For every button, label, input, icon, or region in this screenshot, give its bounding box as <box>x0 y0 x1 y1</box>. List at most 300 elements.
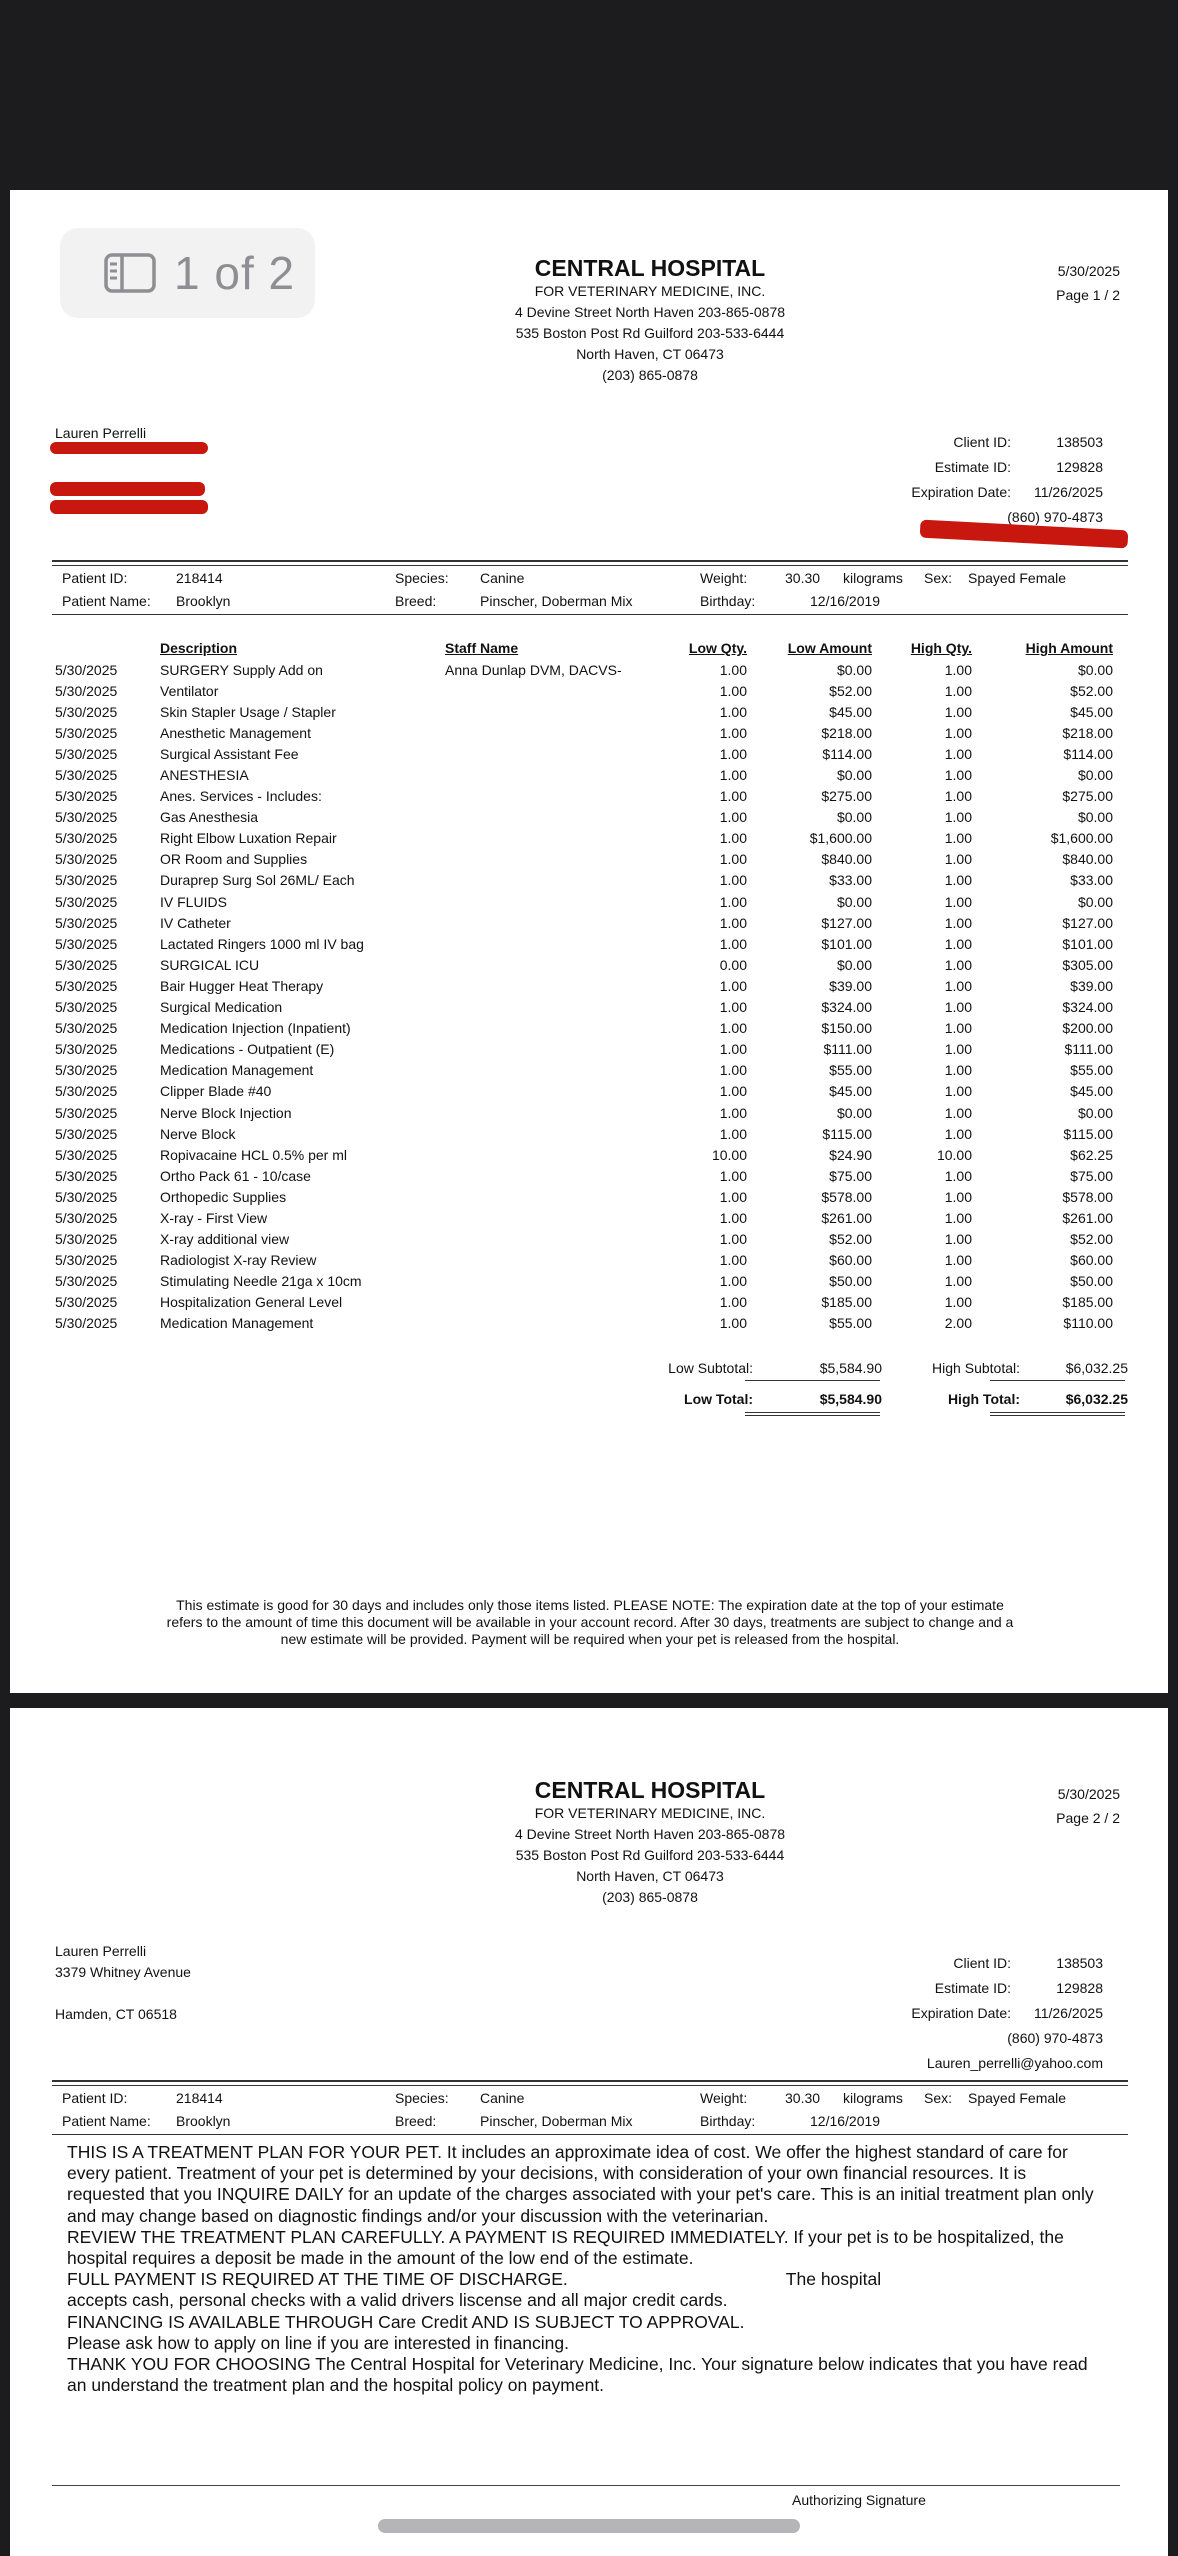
item-high-qty: 1.00 <box>944 1252 972 1269</box>
table-row <box>55 1292 1113 1313</box>
table-row <box>55 975 1113 996</box>
patient-bottom-rule <box>52 614 1128 615</box>
item-staff <box>445 1313 665 1334</box>
item-low-amount: $55.00 <box>829 1062 872 1079</box>
signature-label: Authorizing Signature <box>792 2492 926 2508</box>
low-total-label: Low Total: <box>684 1391 753 1407</box>
item-date: 5/30/2025 <box>55 745 118 762</box>
item-description: Ortho Pack 61 - 10/case <box>160 1167 311 1184</box>
table-row <box>55 828 1113 849</box>
item-high-qty: 10.00 <box>936 1146 972 1163</box>
item-low-qty: 1.00 <box>719 1294 747 1311</box>
col-staff: Staff Name <box>445 640 519 656</box>
item-high-amount: $60.00 <box>1070 1252 1113 1269</box>
item-high-qty: 1.00 <box>944 1167 972 1184</box>
client-id: 138503 <box>1056 1954 1103 1971</box>
item-description: Orthopedic Supplies <box>160 1188 287 1205</box>
plan-paragraph-intro: THIS IS A TREATMENT PLAN FOR YOUR PET. It includes an approximate idea of cost. We offer the highest standard of care for every patient. Treatment of your pet is determined by your decisions, with consideration of your own financial resources. It is requested that you INQUIRE DAILY for an update of the charges associated with your pet's care. This is an initial treatment plan only and may change based on diagnostic findings and/or your discussion with the veterinarian. <box>67 2142 1094 2226</box>
weight: 30.30 <box>785 570 821 586</box>
plan-paragraph-accepts: accepts cash, personal checks with a valid drivers liscense and all major credit cards. <box>67 2290 728 2311</box>
client-address <box>55 1941 191 2025</box>
item-high-qty: 1.00 <box>944 914 972 931</box>
item-description: Right Elbow Luxation Repair <box>160 830 337 847</box>
item-low-amount: $185.00 <box>821 1294 872 1311</box>
item-staff <box>445 849 665 870</box>
high-subtotal-label: High Subtotal: <box>932 1360 1020 1376</box>
sex-label: Sex: <box>924 2090 953 2106</box>
item-low-amount: $52.00 <box>829 1231 872 1248</box>
item-staff <box>445 1186 665 1207</box>
client-id-label: Client ID: <box>953 433 1011 450</box>
item-staff <box>445 1229 665 1250</box>
item-date: 5/30/2025 <box>55 851 118 868</box>
table-row <box>55 1039 1113 1060</box>
item-description: ANESTHESIA <box>160 767 249 784</box>
item-staff: Anna Dunlap DVM, DACVS- <box>445 661 622 678</box>
item-high-qty: 1.00 <box>944 956 972 973</box>
item-high-qty: 1.00 <box>944 809 972 826</box>
item-high-qty: 1.00 <box>944 893 972 910</box>
item-description: Gas Anesthesia <box>160 809 259 826</box>
item-date: 5/30/2025 <box>55 682 118 699</box>
item-staff <box>445 1250 665 1271</box>
weight: 30.30 <box>785 2090 821 2106</box>
item-high-amount: $55.00 <box>1070 1062 1113 1079</box>
weight-unit: kilograms <box>843 570 903 586</box>
item-low-qty: 1.00 <box>719 1231 747 1248</box>
item-date: 5/30/2025 <box>55 724 118 741</box>
item-low-qty: 1.00 <box>719 1209 747 1226</box>
item-date: 5/30/2025 <box>55 809 118 826</box>
table-row <box>55 912 1113 933</box>
item-low-qty: 1.00 <box>719 1167 747 1184</box>
expiration-label: Expiration Date: <box>911 483 1011 500</box>
item-staff <box>445 1292 665 1313</box>
patient-id-label: Patient ID: <box>62 2090 128 2106</box>
item-high-amount: $111.00 <box>1064 1041 1113 1058</box>
estimate-date: 5/30/2025 <box>1057 263 1120 279</box>
hospital-address-1: 4 Devine Street North Haven 203-865-0878 <box>514 304 786 320</box>
item-description: Skin Stapler Usage / Stapler <box>160 703 336 720</box>
client-address <box>55 423 146 444</box>
col-high-qty: High Qty. <box>910 640 972 656</box>
item-low-amount: $114.00 <box>822 745 872 762</box>
sex-label: Sex: <box>924 570 953 586</box>
high-total: $6,032.25 <box>1065 1391 1128 1407</box>
item-low-qty: 1.00 <box>719 1315 747 1332</box>
item-high-amount: $0.00 <box>1077 661 1113 678</box>
item-description: Surgical Medication <box>160 999 283 1016</box>
estimate-id-label: Estimate ID: <box>934 458 1011 475</box>
hospital-name: CENTRAL HOSPITAL <box>534 1777 766 1803</box>
item-low-qty: 1.00 <box>719 1125 747 1142</box>
item-high-amount: $75.00 <box>1070 1167 1113 1184</box>
table-row <box>55 764 1113 785</box>
item-high-qty: 1.00 <box>944 1188 972 1205</box>
item-high-qty: 1.00 <box>944 767 972 784</box>
item-high-amount: $0.00 <box>1077 809 1113 826</box>
item-low-amount: $0.00 <box>836 661 872 678</box>
client-city: Hamden, CT 06518 <box>55 2006 177 2022</box>
item-description: X-ray additional view <box>160 1231 290 1248</box>
col-high-amount: High Amount <box>1025 640 1113 656</box>
item-low-qty: 1.00 <box>719 935 747 952</box>
patient-top-rule <box>52 560 1128 566</box>
patient-name-label: Patient Name: <box>62 2113 151 2129</box>
expiration-label: Expiration Date: <box>911 2004 1011 2021</box>
item-staff <box>445 722 665 743</box>
item-low-amount: $52.00 <box>829 682 872 699</box>
table-row <box>55 743 1113 764</box>
patient-top-rule <box>52 2080 1128 2086</box>
item-high-amount: $200.00 <box>1062 1020 1113 1037</box>
item-description: Stimulating Needle 21ga x 10cm <box>160 1273 362 1290</box>
item-staff <box>445 786 665 807</box>
item-low-amount: $45.00 <box>829 703 872 720</box>
item-low-amount: $578.00 <box>821 1188 872 1205</box>
table-row <box>55 1081 1113 1102</box>
breed-label: Breed: <box>395 2113 437 2129</box>
item-description: OR Room and Supplies <box>160 851 308 868</box>
item-description: Nerve Block Injection <box>160 1104 292 1121</box>
item-high-amount: $1,600.00 <box>1050 830 1113 847</box>
item-high-qty: 1.00 <box>944 999 972 1016</box>
birthday: 12/16/2019 <box>810 593 881 609</box>
item-date: 5/30/2025 <box>55 830 118 847</box>
item-low-qty: 1.00 <box>719 1062 747 1079</box>
client-info <box>911 429 1103 529</box>
sex: Spayed Female <box>968 2090 1067 2106</box>
estimate-id: 129828 <box>1056 1979 1103 1996</box>
item-high-qty: 2.00 <box>944 1315 972 1332</box>
item-staff <box>445 1144 665 1165</box>
item-high-qty: 1.00 <box>944 830 972 847</box>
low-total: $5,584.90 <box>819 1391 882 1407</box>
item-high-amount: $45.00 <box>1070 1083 1113 1100</box>
table-row <box>55 1250 1113 1271</box>
item-high-qty: 1.00 <box>944 1125 972 1142</box>
item-high-amount: $218.00 <box>1062 724 1113 741</box>
item-high-amount: $840.00 <box>1062 851 1113 868</box>
item-description: SURGICAL ICU <box>160 956 260 973</box>
item-low-qty: 1.00 <box>719 682 747 699</box>
col-low-qty: Low Qty. <box>688 640 747 656</box>
item-date: 5/30/2025 <box>55 935 118 952</box>
item-date: 5/30/2025 <box>55 1231 118 1248</box>
birthday-label: Birthday: <box>700 593 756 609</box>
item-date: 5/30/2025 <box>55 956 118 973</box>
item-staff <box>445 1081 665 1102</box>
item-description: Medications - Outpatient (E) <box>160 1041 335 1058</box>
item-date: 5/30/2025 <box>55 1167 118 1184</box>
item-date: 5/30/2025 <box>55 1020 118 1037</box>
item-low-amount: $60.00 <box>829 1252 872 1269</box>
item-high-qty: 1.00 <box>944 1020 972 1037</box>
item-description: SURGERY Supply Add on <box>160 661 323 678</box>
item-date: 5/30/2025 <box>55 1252 118 1269</box>
item-low-qty: 1.00 <box>719 703 747 720</box>
item-high-qty: 1.00 <box>944 1273 972 1290</box>
item-low-qty: 1.00 <box>719 1252 747 1269</box>
item-description: Anes. Services - Includes: <box>160 788 322 805</box>
patient-name-label: Patient Name: <box>62 593 151 609</box>
item-low-qty: 1.00 <box>719 745 747 762</box>
subtotal-rule <box>990 1380 1125 1381</box>
table-row <box>55 659 1113 680</box>
item-high-qty: 1.00 <box>944 745 972 762</box>
item-date: 5/30/2025 <box>55 872 118 889</box>
client-phone: (860) 970-4873 <box>1007 2029 1103 2046</box>
estimate-note <box>100 1597 1080 1648</box>
item-low-amount: $261.00 <box>821 1209 872 1226</box>
item-staff <box>445 1039 665 1060</box>
table-row <box>55 997 1113 1018</box>
high-total-label: High Total: <box>947 1391 1020 1407</box>
item-high-amount: $45.00 <box>1070 703 1113 720</box>
hospital-subtitle: FOR VETERINARY MEDICINE, INC. <box>534 283 766 299</box>
item-low-amount: $39.00 <box>829 977 872 994</box>
item-high-amount: $0.00 <box>1077 1104 1113 1121</box>
plan-full-payment: FULL PAYMENT IS REQUIRED AT THE TIME OF DISCHARGE. <box>67 2269 568 2290</box>
patient-id-label: Patient ID: <box>62 570 128 586</box>
item-low-amount: $75.00 <box>829 1167 872 1184</box>
low-subtotal-label: Low Subtotal: <box>668 1360 753 1376</box>
document-page-2 <box>10 1708 1168 2556</box>
breed: Pinscher, Doberman Mix <box>480 2113 633 2129</box>
plan-paragraph-thanks: THANK YOU FOR CHOOSING The Central Hospital for Veterinary Medicine, Inc. Your signature below indicates that you have read an understand the treatment plan and the hospital policy on payment. <box>67 2354 1088 2396</box>
item-date: 5/30/2025 <box>55 1083 118 1100</box>
item-low-qty: 1.00 <box>719 724 747 741</box>
item-staff <box>445 870 665 891</box>
item-low-qty: 1.00 <box>719 999 747 1016</box>
hospital-phone: (203) 865-0878 <box>602 1889 698 1905</box>
weight-unit: kilograms <box>843 2090 903 2106</box>
item-low-qty: 1.00 <box>719 1273 747 1290</box>
item-low-qty: 10.00 <box>711 1146 747 1163</box>
redaction-mark <box>50 500 208 514</box>
item-low-amount: $150.00 <box>821 1020 872 1037</box>
item-high-amount: $52.00 <box>1070 1231 1113 1248</box>
item-high-amount: $50.00 <box>1070 1273 1113 1290</box>
weight-label: Weight: <box>700 2090 748 2106</box>
client-name: Lauren Perrelli <box>55 425 147 441</box>
item-high-amount: $115.00 <box>1063 1125 1113 1142</box>
note-line-3: new estimate will be provided. Payment will be required when your pet is released from the hospital. <box>280 1631 900 1647</box>
item-low-amount: $111.00 <box>823 1041 872 1058</box>
breed-label: Breed: <box>395 593 437 609</box>
table-row <box>55 870 1113 891</box>
hospital-address-2: 535 Boston Post Rd Guilford 203-533-6444 <box>515 1847 785 1863</box>
item-date: 5/30/2025 <box>55 1146 118 1163</box>
table-row <box>55 1229 1113 1250</box>
item-high-qty: 1.00 <box>944 935 972 952</box>
item-date: 5/30/2025 <box>55 914 118 931</box>
item-low-amount: $24.90 <box>829 1146 872 1163</box>
species-label: Species: <box>395 2090 449 2106</box>
patient-id: 218414 <box>176 2090 223 2106</box>
client-name: Lauren Perrelli <box>55 1943 147 1959</box>
table-row <box>55 1018 1113 1039</box>
species: Canine <box>480 2090 525 2106</box>
item-description: Ventilator <box>160 682 219 699</box>
item-high-amount: $101.00 <box>1062 935 1113 952</box>
item-high-qty: 1.00 <box>944 1062 972 1079</box>
table-row <box>55 891 1113 912</box>
item-staff <box>445 975 665 996</box>
item-date: 5/30/2025 <box>55 1062 118 1079</box>
item-low-amount: $840.00 <box>821 851 872 868</box>
item-high-amount: $0.00 <box>1077 767 1113 784</box>
item-staff <box>445 1102 665 1123</box>
home-indicator[interactable] <box>378 2519 800 2533</box>
item-date: 5/30/2025 <box>55 1294 118 1311</box>
page-number: Page 2 / 2 <box>1056 1810 1120 1826</box>
item-description: Radiologist X-ray Review <box>160 1252 317 1269</box>
item-date: 5/30/2025 <box>55 977 118 994</box>
hospital-phone: (203) 865-0878 <box>602 367 698 383</box>
item-description: Surgical Assistant Fee <box>160 745 299 762</box>
table-row <box>55 722 1113 743</box>
item-date: 5/30/2025 <box>55 788 118 805</box>
item-high-amount: $33.00 <box>1070 872 1113 889</box>
item-high-qty: 1.00 <box>944 1209 972 1226</box>
item-high-amount: $305.00 <box>1062 956 1113 973</box>
item-date: 5/30/2025 <box>55 661 118 678</box>
plan-paragraph-apply: Please ask how to apply on line if you are interested in financing. <box>67 2332 569 2353</box>
item-staff <box>445 828 665 849</box>
item-date: 5/30/2025 <box>55 703 118 720</box>
hospital-name: CENTRAL HOSPITAL <box>534 255 766 281</box>
item-low-qty: 1.00 <box>719 1041 747 1058</box>
item-low-amount: $218.00 <box>821 724 872 741</box>
item-staff <box>445 1060 665 1081</box>
hospital-city: North Haven, CT 06473 <box>576 346 724 362</box>
hospital-address-2: 535 Boston Post Rd Guilford 203-533-6444 <box>515 325 785 341</box>
estimate-id: 129828 <box>1056 458 1103 475</box>
item-description: Medication Management <box>160 1062 314 1079</box>
table-row <box>55 849 1113 870</box>
item-high-qty: 1.00 <box>944 1231 972 1248</box>
item-low-amount: $55.00 <box>829 1315 872 1332</box>
item-date: 5/30/2025 <box>55 1209 118 1226</box>
expiration-date: 11/26/2025 <box>1033 483 1103 500</box>
item-high-qty: 1.00 <box>944 977 972 994</box>
plan-paragraph-financing: FINANCING IS AVAILABLE THROUGH Care Credit AND IS SUBJECT TO APPROVAL. <box>67 2311 745 2332</box>
item-staff <box>445 997 665 1018</box>
item-low-qty: 1.00 <box>719 788 747 805</box>
col-low-amount: Low Amount <box>787 640 872 656</box>
item-description: Nerve Block <box>160 1125 236 1142</box>
item-staff <box>445 807 665 828</box>
item-description: Lactated Ringers 1000 ml IV bag <box>160 935 364 952</box>
item-low-amount: $127.00 <box>821 914 872 931</box>
item-low-amount: $45.00 <box>829 1083 872 1100</box>
birthday-label: Birthday: <box>700 2113 756 2129</box>
redaction-mark <box>50 482 205 496</box>
item-high-amount: $114.00 <box>1063 745 1113 762</box>
plan-hospital: The hospital <box>785 2269 882 2290</box>
item-low-qty: 1.00 <box>719 914 747 931</box>
item-staff <box>445 680 665 701</box>
table-header-row <box>55 637 1113 659</box>
item-low-amount: $115.00 <box>822 1125 872 1142</box>
item-date: 5/30/2025 <box>55 1041 118 1058</box>
item-low-amount: $101.00 <box>821 935 872 952</box>
signature-line[interactable] <box>52 2485 1120 2486</box>
item-date: 5/30/2025 <box>55 1315 118 1332</box>
item-description: Clipper Blade #40 <box>160 1083 272 1100</box>
item-low-amount: $324.00 <box>821 999 872 1016</box>
item-high-amount: $39.00 <box>1070 977 1113 994</box>
item-description: Anesthetic Management <box>160 724 311 741</box>
table-row <box>55 1102 1113 1123</box>
item-low-qty: 1.00 <box>719 1020 747 1037</box>
col-description: Description <box>160 640 238 656</box>
plan-paragraph-review: REVIEW THE TREATMENT PLAN CAREFULLY. A PAYMENT IS REQUIRED IMMEDIATELY. If your pet is to be hospitalized, the hospital requires a deposit be made in the amount of the low end of the estimate. <box>67 2226 1064 2269</box>
page-date-block <box>1056 1782 1120 1830</box>
item-low-amount: $0.00 <box>836 1104 872 1121</box>
item-staff <box>445 701 665 722</box>
table-row <box>55 807 1113 828</box>
item-high-qty: 1.00 <box>944 661 972 678</box>
item-date: 5/30/2025 <box>55 1104 118 1121</box>
species: Canine <box>480 570 525 586</box>
page-number: Page 1 / 2 <box>1056 287 1120 303</box>
item-low-amount: $0.00 <box>836 893 872 910</box>
item-low-qty: 1.00 <box>719 1083 747 1100</box>
item-high-amount: $578.00 <box>1062 1188 1113 1205</box>
item-high-qty: 1.00 <box>944 1041 972 1058</box>
item-staff <box>445 912 665 933</box>
item-description: X-ray - First View <box>160 1209 268 1226</box>
item-staff <box>445 1165 665 1186</box>
item-date: 5/30/2025 <box>55 767 118 784</box>
table-row <box>55 933 1113 954</box>
item-low-amount: $0.00 <box>836 956 872 973</box>
item-high-qty: 1.00 <box>944 724 972 741</box>
item-date: 5/30/2025 <box>55 1125 118 1142</box>
item-low-amount: $0.00 <box>836 809 872 826</box>
item-high-qty: 1.00 <box>944 703 972 720</box>
item-low-amount: $33.00 <box>829 872 872 889</box>
item-low-amount: $1,600.00 <box>809 830 872 847</box>
page-indicator-text: 1 of 2 <box>174 247 296 299</box>
hospital-city: North Haven, CT 06473 <box>576 1868 724 1884</box>
item-high-qty: 1.00 <box>944 851 972 868</box>
document-page-1 <box>10 190 1168 1693</box>
table-row <box>55 1123 1113 1144</box>
item-staff <box>445 933 665 954</box>
client-email: Lauren_perrelli@yahoo.com <box>926 2054 1103 2071</box>
item-low-qty: 1.00 <box>719 872 747 889</box>
patient-bottom-rule <box>52 2134 1128 2135</box>
item-low-qty: 1.00 <box>719 1104 747 1121</box>
low-subtotal: $5,584.90 <box>819 1360 882 1376</box>
viewer-top-bar <box>0 0 1178 190</box>
patient-name: Brooklyn <box>176 593 231 609</box>
item-high-qty: 1.00 <box>944 1083 972 1100</box>
item-staff <box>445 1271 665 1292</box>
item-low-qty: 1.00 <box>719 809 747 826</box>
hospital-address-1: 4 Devine Street North Haven 203-865-0878 <box>514 1826 786 1842</box>
plan-paragraph-payment <box>67 2269 1097 2290</box>
item-low-amount: $0.00 <box>836 767 872 784</box>
estimate-date: 5/30/2025 <box>1057 1786 1120 1802</box>
table-row <box>55 1144 1113 1165</box>
client-phone: (860) 970-4873 <box>1007 508 1103 525</box>
patient-name: Brooklyn <box>176 2113 231 2129</box>
item-high-amount: $261.00 <box>1062 1209 1113 1226</box>
